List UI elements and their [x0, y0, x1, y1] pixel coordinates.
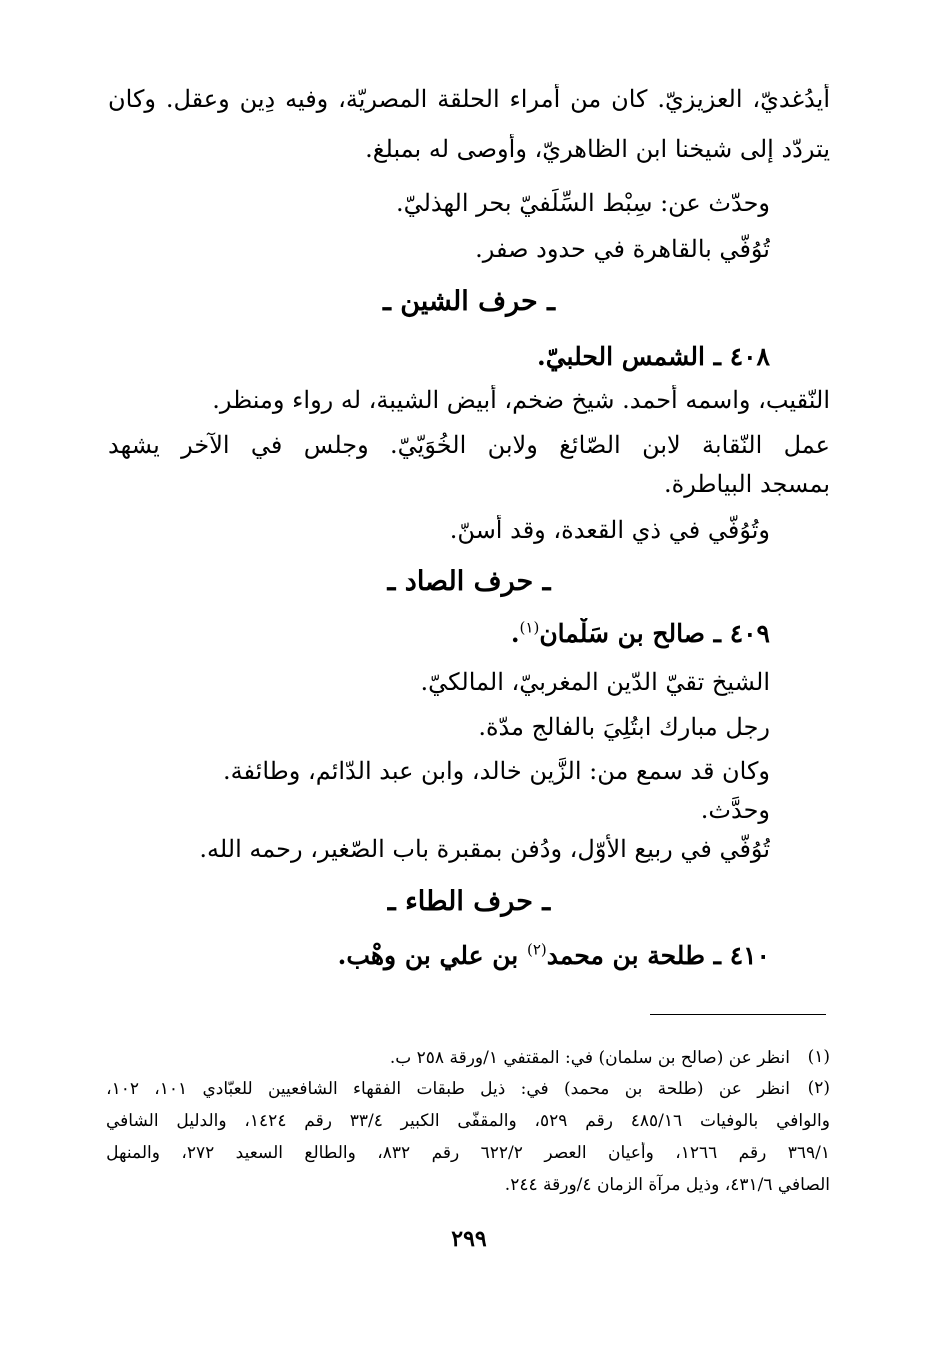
word: ٢٧٢، [181, 1143, 215, 1163]
word: ١٠٢، [106, 1079, 140, 1099]
section-heading: ـ حرف الصاد ـ [387, 566, 551, 597]
footnote-separator [650, 1014, 826, 1015]
word: ١٤٢٤، [244, 1111, 287, 1131]
word: العصر [544, 1143, 587, 1163]
entry-heading: ٤٠٨ ـ الشمس الحلبيّ. [537, 342, 770, 371]
word: الآخر [181, 431, 230, 459]
word: والمقفّى [457, 1111, 517, 1131]
word: محمد) [563, 1079, 610, 1099]
word: لابن [642, 431, 681, 459]
word: الخُوَيّيّ. [390, 431, 467, 459]
word: ولابن [487, 431, 538, 459]
word: أمراء [509, 85, 561, 113]
entry-title-end: بن علي بن وهْب. [337, 941, 527, 970]
section-heading: ـ حرف الطاء ـ [387, 886, 551, 917]
word: وكان [108, 85, 156, 113]
word: ١٠١، [154, 1079, 188, 1099]
word: النّقابة [702, 431, 763, 459]
word: الصّائغ [559, 431, 621, 459]
word: رقم [431, 1143, 460, 1163]
footnote-text: انظر عن (صالح بن سلمان) في: المقتفي ١/ورقة ٢٥٨ ب. [389, 1048, 790, 1068]
word: ٣٦٩/١ [787, 1143, 830, 1163]
footnote-number: (١) [807, 1047, 830, 1067]
word: والوافي [776, 1111, 830, 1131]
word: عمل [783, 431, 830, 459]
footnote-text [106, 1078, 790, 1100]
text-line: النّقيب، واسمه أحمد. شيخ ضخم، أبيض الشيبة، له رواء ومنظر. [212, 386, 830, 414]
text-line [108, 84, 830, 114]
word: ٦٢٢/٢ [480, 1143, 523, 1163]
word: العزيزيّ. [657, 85, 743, 113]
word: ٥٢٩، [534, 1111, 568, 1131]
word: بالوفيات [699, 1111, 759, 1131]
word: يشهد [108, 431, 160, 459]
text-line: وحدَّث. [700, 796, 770, 824]
word: ٣٣/٤ [349, 1111, 383, 1131]
text-line: تُوُفّي في ربيع الأوّل، ودُفن بمقبرة باب الصّغير، رحمه الله. [199, 835, 770, 863]
word: عن [718, 1079, 742, 1099]
word: رقم [585, 1111, 613, 1131]
word: للعبّادي [202, 1079, 253, 1099]
word: في [250, 431, 283, 459]
entry-title: ٤١٠ ـ طلحة بن محمد [546, 941, 770, 970]
word: بن [624, 1079, 643, 1099]
text-line: الشيخ تقيّ الدّين المغربيّ، المالكيّ. [420, 668, 770, 696]
word: وجلس [303, 431, 369, 459]
word: (طلحة [657, 1079, 704, 1099]
text-line [108, 430, 830, 460]
entry-heading [511, 618, 770, 649]
word: وأعيان [607, 1143, 654, 1163]
word: في: [520, 1079, 549, 1099]
text-line: وحدّث عن: سِبْط السِّلَفيّ بحر الهذليّ. [395, 189, 770, 217]
footnote-number: (٢) [807, 1078, 830, 1098]
page-number: ٢٩٩ [451, 1226, 487, 1252]
text-line: وكان قد سمع من: الزَّين خالد، وابن عبد الدّائم، وطائفة. [223, 757, 770, 785]
word: وفيه [285, 85, 329, 113]
footnote-ref: (٢) [526, 940, 547, 959]
word: وعقل. [165, 85, 230, 113]
footnote-text [106, 1110, 830, 1132]
word: المصريّة، [338, 85, 428, 113]
word: الحلقة [437, 85, 500, 113]
word: الشافي [106, 1111, 159, 1131]
footnote-ref: (١) [519, 618, 540, 637]
word: طبقات [416, 1079, 465, 1099]
word: الفقهاء [353, 1079, 402, 1099]
word: الشافعيين [267, 1079, 338, 1099]
word: دِين [239, 85, 276, 113]
word: من [570, 85, 602, 113]
word: والمنهل [106, 1143, 160, 1163]
footnote-text [106, 1142, 830, 1164]
text-line: تُوُفّي بالقاهرة في حدود صفر. [475, 235, 770, 263]
footnote-text: الصافي ٤٣١/٦، وذيل مرآة الزمان ٤/ورقة ٢٤٤. [504, 1175, 830, 1195]
text-line: بمسجد البياطرة. [663, 470, 830, 498]
word: انظر [757, 1079, 790, 1099]
word: ١٢٦٦، [675, 1143, 718, 1163]
word: ٤٨٥/١٦ [630, 1111, 683, 1131]
entry-title: ٤٠٩ ـ صالح بن سَلْمان [539, 619, 770, 648]
word: رقم [738, 1143, 767, 1163]
word: والطالع [304, 1143, 356, 1163]
word: ٨٣٢، [377, 1143, 411, 1163]
text-line: رجل مبارك ابتُلِيَ بالفالج مدّة. [478, 713, 770, 741]
word: رقم [304, 1111, 332, 1131]
section-heading: ـ حرف الشين ـ [382, 286, 556, 317]
text-line: يتردّد إلى شيخنا ابن الظاهريّ، وأوصى له بمبلغ. [365, 135, 830, 163]
word: ذيل [480, 1079, 506, 1099]
entry-title-end: . [510, 619, 520, 648]
text-line: وتُوُفّي في ذي القعدة، وقد أسنّ. [449, 516, 770, 544]
word: كان [611, 85, 648, 113]
entry-heading [338, 940, 770, 971]
word: والدليل [176, 1111, 227, 1131]
word: السعيد [235, 1143, 283, 1163]
word: أيدُغديّ، [752, 85, 830, 113]
word: الكبير [400, 1111, 440, 1131]
